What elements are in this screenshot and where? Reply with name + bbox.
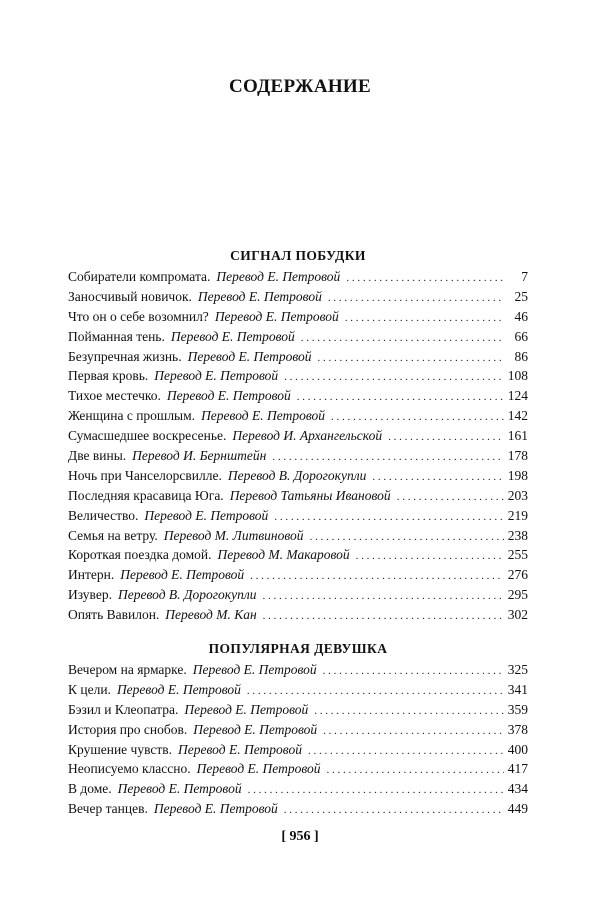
translator: Перевод Е. Петровой xyxy=(116,681,241,697)
translator: Перевод В. Дорогокупли xyxy=(117,587,257,603)
dot-leader xyxy=(308,742,504,762)
dot-leader xyxy=(318,349,504,369)
dot-leader xyxy=(284,368,504,388)
translator: Перевод Е. Петровой xyxy=(196,761,321,777)
toc-entry xyxy=(68,287,528,307)
translator: Перевод Татьяны Ивановой xyxy=(229,487,391,503)
story-title: Ночь при Чанселорсвилле. xyxy=(68,467,222,483)
dot-leader xyxy=(328,289,504,309)
page-ref: 66 xyxy=(514,328,528,344)
story-title: В доме. xyxy=(68,781,112,797)
dot-leader xyxy=(346,269,504,289)
translator: Перевод Е. Петровой xyxy=(216,269,341,284)
dot-leader xyxy=(388,428,504,448)
toc-entry xyxy=(68,486,528,506)
translator: Перевод Е. Петровой xyxy=(120,567,245,583)
toc-entry xyxy=(68,660,528,680)
page-ref: 325 xyxy=(507,662,528,677)
translator: Перевод И. Архангельской xyxy=(232,428,383,444)
page-ref: 108 xyxy=(507,368,528,384)
toc-entry xyxy=(68,446,528,466)
dot-leader xyxy=(397,488,504,508)
story-title: Опять Вавилон. xyxy=(68,607,160,623)
toc-entry xyxy=(68,720,528,740)
story-title: Сумасшедшее воскресенье. xyxy=(68,428,227,444)
story-title: Тихое местечко. xyxy=(68,388,161,404)
toc-entry xyxy=(68,779,528,799)
translator: Перевод Е. Петровой xyxy=(184,701,309,717)
toc-entry xyxy=(68,426,528,446)
toc-list xyxy=(68,660,528,819)
toc-entry xyxy=(68,565,528,585)
page-ref: 341 xyxy=(507,681,528,697)
translator: Перевод Е. Петровой xyxy=(201,408,325,424)
section-signal-pobudki xyxy=(68,245,528,625)
dot-leader xyxy=(274,508,503,528)
section-title: ПОПУЛЯРНАЯ ДЕВУШКА xyxy=(208,641,388,656)
translator: Перевод И. Бернштейн xyxy=(132,448,267,464)
page-ref: 417 xyxy=(507,761,528,777)
dot-leader xyxy=(262,587,503,607)
translator: Перевод Е. Петровой xyxy=(166,388,291,404)
page-ref: 219 xyxy=(507,507,528,523)
dot-leader xyxy=(263,607,504,627)
dot-leader xyxy=(356,547,504,567)
page-ref: 400 xyxy=(507,741,528,757)
dot-leader xyxy=(345,309,504,329)
toc-entry xyxy=(68,406,528,426)
toc-entry xyxy=(68,327,528,347)
section-title: СИГНАЛ ПОБУДКИ xyxy=(230,248,366,263)
translator: Перевод Е. Петровой xyxy=(144,507,269,523)
story-title: Крушение чувств. xyxy=(68,741,173,757)
page-ref: 255 xyxy=(507,547,528,563)
translator: Перевод Е. Петровой xyxy=(170,328,295,344)
toc-entry xyxy=(68,700,528,720)
story-title: К цели. xyxy=(68,681,111,697)
story-title: Бэзил и Клеопатра. xyxy=(68,701,179,717)
translator: Перевод М. Литвиновой xyxy=(163,527,304,543)
page-ref: 142 xyxy=(507,408,528,424)
page-ref: 124 xyxy=(507,388,528,404)
story-title: История про снобов. xyxy=(68,721,188,737)
page-ref: 295 xyxy=(507,587,528,603)
dot-leader xyxy=(248,781,504,801)
page-title: СОДЕРЖАНИЕ xyxy=(229,76,371,97)
toc-list xyxy=(68,267,528,625)
page-number: [ 956 ] xyxy=(281,829,319,844)
translator: Перевод Е. Петровой xyxy=(193,721,318,737)
dot-leader xyxy=(314,702,503,722)
translator: Перевод В. Дорогокупли xyxy=(227,467,367,483)
dot-leader xyxy=(301,329,504,349)
page-ref: 359 xyxy=(507,701,528,717)
story-title: Вечером на ярмарке. xyxy=(68,662,187,677)
page-ref: 161 xyxy=(507,428,528,444)
toc-entry xyxy=(68,545,528,565)
toc-entry xyxy=(68,347,528,367)
translator: Перевод Е. Петровой xyxy=(154,368,279,384)
toc-entry xyxy=(68,605,528,625)
page-ref: 449 xyxy=(507,801,528,817)
page-ref: 86 xyxy=(514,348,528,364)
toc-entry xyxy=(68,740,528,760)
toc-entry xyxy=(68,585,528,605)
toc-entry xyxy=(68,366,528,386)
toc-entry xyxy=(68,526,528,546)
translator: Перевод Е. Петровой xyxy=(153,801,278,817)
story-title: Заносчивый новичок. xyxy=(68,288,192,304)
dot-leader xyxy=(284,801,504,821)
translator: Перевод Е. Петровой xyxy=(214,308,339,324)
page-ref: 276 xyxy=(507,567,528,583)
toc-entry xyxy=(68,799,528,819)
toc-entry xyxy=(68,506,528,526)
story-title: Что он о себе возомнил? xyxy=(68,308,209,324)
toc-entry xyxy=(68,759,528,779)
toc-entry xyxy=(68,267,528,287)
story-title: Вечер танцев. xyxy=(68,801,148,817)
page-ref: 46 xyxy=(514,308,528,324)
page-ref: 434 xyxy=(507,781,528,797)
translator: Перевод М. Макаровой xyxy=(217,547,350,563)
story-title: Собиратели компромата. xyxy=(68,269,211,284)
section-populyarnaya-devushka xyxy=(68,638,528,819)
translator: Перевод Е. Петровой xyxy=(197,288,322,304)
dot-leader xyxy=(327,761,504,781)
translator: Перевод М. Кан xyxy=(165,607,257,623)
story-title: Изувер. xyxy=(68,587,112,603)
page-ref: 198 xyxy=(507,467,528,483)
translator: Перевод Е. Петровой xyxy=(178,741,302,757)
story-title: Последняя красавица Юга. xyxy=(68,487,224,503)
toc-entry xyxy=(68,386,528,406)
story-title: Семья на ветру. xyxy=(68,527,158,543)
story-title: Пойманная тень. xyxy=(68,328,165,344)
story-title: Короткая поездка домой. xyxy=(68,547,212,563)
story-title: Первая кровь. xyxy=(68,368,149,384)
story-title: Величество. xyxy=(68,507,139,523)
story-title: Женщина с прошлым. xyxy=(68,408,196,424)
page-ref: 7 xyxy=(521,269,528,284)
dot-leader xyxy=(323,662,504,682)
dot-leader xyxy=(323,722,504,742)
page-ref: 203 xyxy=(507,487,528,503)
story-title: Неописуемо классно. xyxy=(68,761,191,777)
story-title: Безупречная жизнь. xyxy=(68,348,182,364)
toc-entry xyxy=(68,680,528,700)
page-ref: 378 xyxy=(507,721,528,737)
story-title: Интерн. xyxy=(68,567,115,583)
page-ref: 238 xyxy=(507,527,528,543)
page-ref: 302 xyxy=(507,607,528,623)
toc-entry xyxy=(68,466,528,486)
page-ref: 25 xyxy=(514,288,528,304)
translator: Перевод Е. Петровой xyxy=(187,348,312,364)
toc-entry xyxy=(68,307,528,327)
dot-leader xyxy=(297,388,504,408)
dot-leader xyxy=(372,468,503,488)
page-ref: 178 xyxy=(507,448,528,464)
story-title: Две вины. xyxy=(68,448,127,464)
dot-leader xyxy=(250,567,504,587)
translator: Перевод Е. Петровой xyxy=(117,781,242,797)
translator: Перевод Е. Петровой xyxy=(192,662,317,677)
